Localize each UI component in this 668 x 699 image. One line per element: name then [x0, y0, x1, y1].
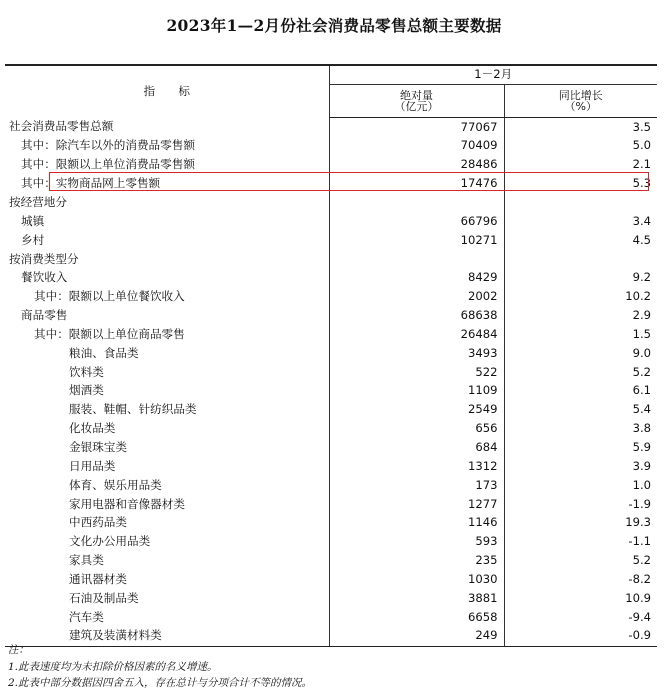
notes-heading: 注：	[8, 644, 29, 656]
row-growth-value: 4.5	[504, 231, 657, 250]
row-label: 粮油、食品类	[69, 345, 139, 360]
header-growth	[504, 85, 657, 118]
row-label: 通讯器材类	[69, 571, 127, 586]
table-body	[5, 118, 657, 647]
table-row	[5, 476, 657, 495]
table-row	[5, 250, 657, 269]
table-row	[5, 231, 657, 250]
table-row	[5, 156, 657, 175]
row-absolute-value: 1030	[329, 570, 504, 589]
row-label: 日用品类	[69, 458, 116, 473]
row-growth-value: 10.9	[504, 589, 657, 608]
row-growth-value: 9.0	[504, 344, 657, 363]
row-absolute-value	[329, 250, 504, 269]
table-row	[5, 457, 657, 476]
row-label: 家具类	[69, 553, 104, 568]
row-growth-value: 5.4	[504, 401, 657, 420]
row-label: 金银珠宝类	[69, 439, 127, 454]
row-label: 其中：除汽车以外的消费品零售额	[21, 138, 195, 153]
row-absolute-value: 66796	[329, 212, 504, 231]
row-growth-value: 5.2	[504, 363, 657, 382]
row-growth-value: 6.1	[504, 382, 657, 401]
row-label: 商品零售	[21, 308, 68, 323]
row-label: 家用电器和音像器材类	[69, 496, 185, 511]
row-label: 服装、鞋帽、针纺织品类	[69, 402, 197, 417]
row-growth-value: 5.0	[504, 137, 657, 156]
row-growth-value: -0.9	[504, 627, 657, 646]
table-row	[5, 306, 657, 325]
row-growth-value: 3.9	[504, 457, 657, 476]
table-row	[5, 401, 657, 420]
table-row	[5, 137, 657, 156]
row-label: 其中：限额以上单位商品零售	[34, 326, 185, 341]
row-label: 石油及制品类	[69, 590, 139, 605]
row-growth-value: -8.2	[504, 570, 657, 589]
row-absolute-value: 3493	[329, 344, 504, 363]
row-growth-value	[504, 250, 657, 269]
table-row	[5, 608, 657, 627]
row-label: 汽车类	[69, 609, 104, 624]
table-row	[5, 514, 657, 533]
row-absolute-value: 6658	[329, 608, 504, 627]
row-growth-value: 9.2	[504, 269, 657, 288]
row-absolute-value: 77067	[329, 118, 504, 137]
table-row	[5, 495, 657, 514]
row-absolute-value: 26484	[329, 325, 504, 344]
row-absolute-value: 522	[329, 363, 504, 382]
header-growth-unit: （%）	[564, 100, 597, 113]
header-absolute-unit: （亿元）	[394, 100, 439, 113]
row-growth-value: 5.2	[504, 551, 657, 570]
row-absolute-value: 3881	[329, 589, 504, 608]
row-growth-value: 10.2	[504, 288, 657, 307]
row-growth-value: 3.5	[504, 118, 657, 137]
row-absolute-value: 10271	[329, 231, 504, 250]
row-absolute-value: 1109	[329, 382, 504, 401]
row-absolute-value: 2002	[329, 288, 504, 307]
row-growth-value: 5.3	[504, 175, 657, 194]
row-label: 烟酒类	[69, 383, 104, 398]
row-absolute-value: 593	[329, 533, 504, 552]
table-row	[5, 382, 657, 401]
row-label: 体育、娱乐用品类	[69, 477, 162, 492]
table-row	[5, 438, 657, 457]
table-row	[5, 325, 657, 344]
table-header	[5, 65, 657, 118]
row-label: 中西药品类	[69, 515, 127, 530]
row-absolute-value: 1146	[329, 514, 504, 533]
row-growth-value: 5.9	[504, 438, 657, 457]
row-growth-value: 19.3	[504, 514, 657, 533]
row-absolute-value: 656	[329, 420, 504, 439]
row-label: 其中：限额以上单位消费品零售额	[21, 157, 195, 172]
row-growth-value: 2.9	[504, 306, 657, 325]
footnotes	[8, 642, 312, 692]
table-row	[5, 118, 657, 137]
row-absolute-value: 28486	[329, 156, 504, 175]
table-row	[5, 420, 657, 439]
table-row	[5, 212, 657, 231]
row-absolute-value: 8429	[329, 269, 504, 288]
row-absolute-value: 68638	[329, 306, 504, 325]
row-label: 其中：限额以上单位餐饮收入	[34, 289, 185, 304]
header-indicator: 指 标	[5, 65, 329, 118]
row-absolute-value: 684	[329, 438, 504, 457]
row-absolute-value: 235	[329, 551, 504, 570]
row-absolute-value: 1312	[329, 457, 504, 476]
row-absolute-value: 249	[329, 627, 504, 646]
row-growth-value: 2.1	[504, 156, 657, 175]
row-label: 社会消费品零售总额	[9, 119, 114, 134]
row-label: 化妆品类	[69, 421, 116, 436]
table-row	[5, 589, 657, 608]
note-item: 2.此表中部分数据因四舍五入，存在总计与分项合计不等的情况。	[8, 677, 313, 689]
row-label: 乡村	[21, 232, 45, 247]
header-period: 1－2月	[329, 65, 657, 85]
row-growth-value: 1.0	[504, 476, 657, 495]
row-absolute-value	[329, 193, 504, 212]
row-label: 餐饮收入	[21, 270, 68, 285]
row-growth-value: -1.1	[504, 533, 657, 552]
table-row-highlighted	[5, 175, 657, 194]
row-label: 按经营地分	[9, 195, 67, 209]
row-label: 建筑及装潢材料类	[5, 627, 329, 646]
row-label: 文化办公用品类	[69, 534, 151, 549]
row-growth-value: 1.5	[504, 325, 657, 344]
row-growth-value: 3.8	[504, 420, 657, 439]
row-growth-value	[504, 193, 657, 212]
header-absolute-label: 绝对量	[400, 89, 433, 102]
row-growth-value: 3.4	[504, 212, 657, 231]
header-growth-label: 同比增长	[558, 89, 603, 102]
row-absolute-value: 173	[329, 476, 504, 495]
row-absolute-value: 70409	[329, 137, 504, 156]
row-absolute-value: 17476	[329, 175, 504, 194]
table-row	[5, 533, 657, 552]
table-row	[5, 288, 657, 307]
table-row	[5, 193, 657, 212]
table-row	[5, 551, 657, 570]
table-row	[5, 344, 657, 363]
note-item: 1.此表速度均为未扣除价格因素的名义增速。	[8, 660, 218, 673]
row-label: 城镇	[21, 213, 45, 228]
row-label: 其中：实物商品网上零售额	[21, 176, 161, 191]
header-absolute	[329, 85, 504, 118]
report-title: 2023年1—2月份社会消费品零售总额主要数据	[166, 16, 502, 35]
row-absolute-value: 2549	[329, 401, 504, 420]
retail-sales-table	[5, 64, 657, 647]
row-growth-value: -1.9	[504, 495, 657, 514]
table-row	[5, 570, 657, 589]
row-label: 按消费类型分	[9, 251, 79, 266]
row-label: 饮料类	[69, 364, 104, 379]
row-absolute-value: 1277	[329, 495, 504, 514]
table-row	[5, 363, 657, 382]
row-growth-value: -9.4	[504, 608, 657, 627]
table-row	[5, 269, 657, 288]
